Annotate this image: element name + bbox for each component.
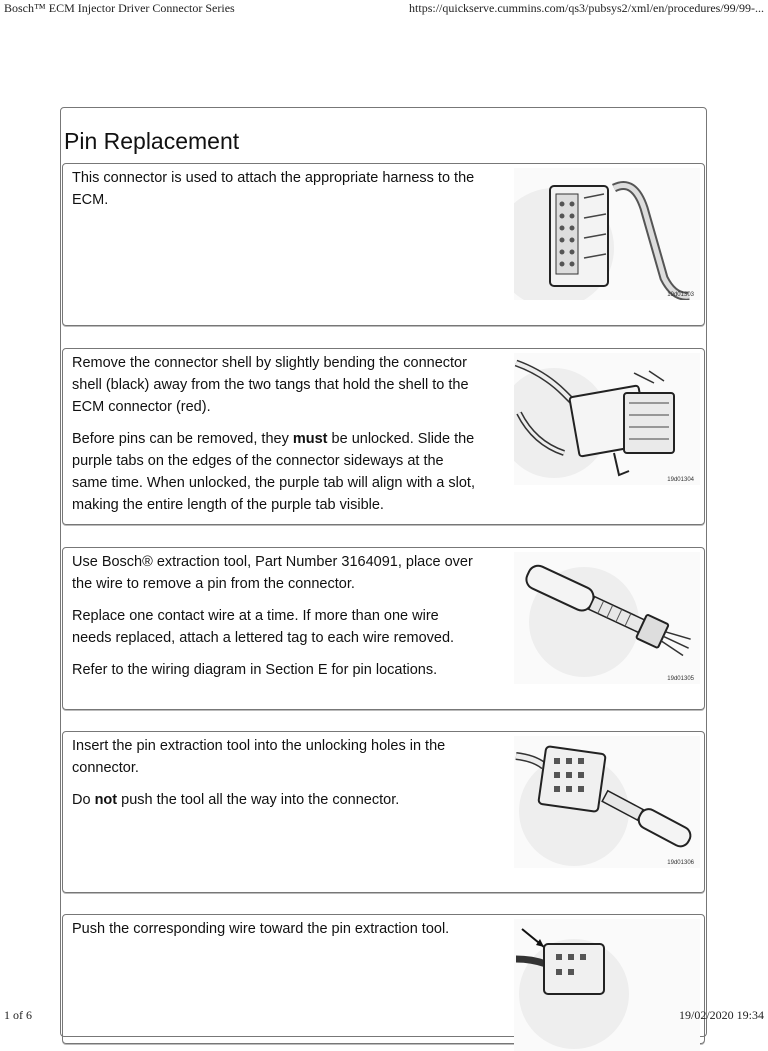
step-paragraph: Insert the pin extraction tool into the unlocking holes in the connector.: [72, 738, 446, 776]
connector-shell-icon: [514, 353, 700, 485]
page-title: Pin Replacement: [64, 128, 240, 154]
step-paragraph: Use Bosch® extraction tool, Part Number 3164091, place over the wire to remove a pin from the connector.: [72, 554, 473, 592]
step-paragraph: Refer to the wiring diagram in Section E for pin locations.: [72, 662, 438, 678]
step-text: [72, 352, 480, 526]
step-5: [62, 914, 705, 1044]
step-paragraph: Replace one contact wire at a time. If more than one wire needs replaced, attach a lettered tag to each wire removed.: [72, 608, 455, 646]
figure-id: 19d01304: [667, 477, 694, 483]
step-text: [72, 918, 480, 950]
figure-id: 19d01306: [667, 860, 694, 866]
step-paragraph: Do not push the tool all the way into the connector.: [72, 792, 400, 808]
step-text: [72, 551, 480, 691]
step-4: [62, 731, 705, 893]
wire-push-icon: [514, 919, 700, 1051]
figure-id: 19d01303: [667, 292, 694, 298]
print-datetime: 19/02/2020 19:34: [678, 1008, 764, 1022]
page-number: 1 of 6: [4, 1008, 32, 1022]
print-footer: [4, 1008, 764, 1023]
document-url[interactable]: https://quickserve.cummins.com/qs3/pubsys2/xml/en/procedures/99/99-...: [409, 1, 764, 15]
print-header: [4, 1, 764, 16]
step-text: [72, 735, 480, 821]
step-paragraph: Push the corresponding wire toward the pin extraction tool.: [72, 921, 450, 937]
step-paragraph: Before pins can be removed, they must be unlocked. Slide the purple tabs on the edges of the connector sideways at the same time. When unlocked, the purple tab will align with a slot, making the entire length of the purple tab visible.: [72, 431, 475, 513]
step-2: [62, 348, 705, 525]
document-title: Bosch™ ECM Injector Driver Connector Series: [4, 1, 235, 15]
step-paragraph: This connector is used to attach the appropriate harness to the ECM.: [72, 170, 475, 208]
step-paragraph: Remove the connector shell by slightly bending the connector shell (black) away from the two tangs that hold the shell to the ECM connector (red).: [72, 355, 469, 415]
step-1: [62, 163, 705, 326]
step-3: [62, 547, 705, 710]
tool-insert-icon: [514, 736, 700, 868]
figure-id: 19d01305: [667, 676, 694, 682]
step-text: [72, 167, 480, 221]
extraction-tool-icon: [514, 552, 700, 684]
connector-icon: [514, 168, 700, 300]
